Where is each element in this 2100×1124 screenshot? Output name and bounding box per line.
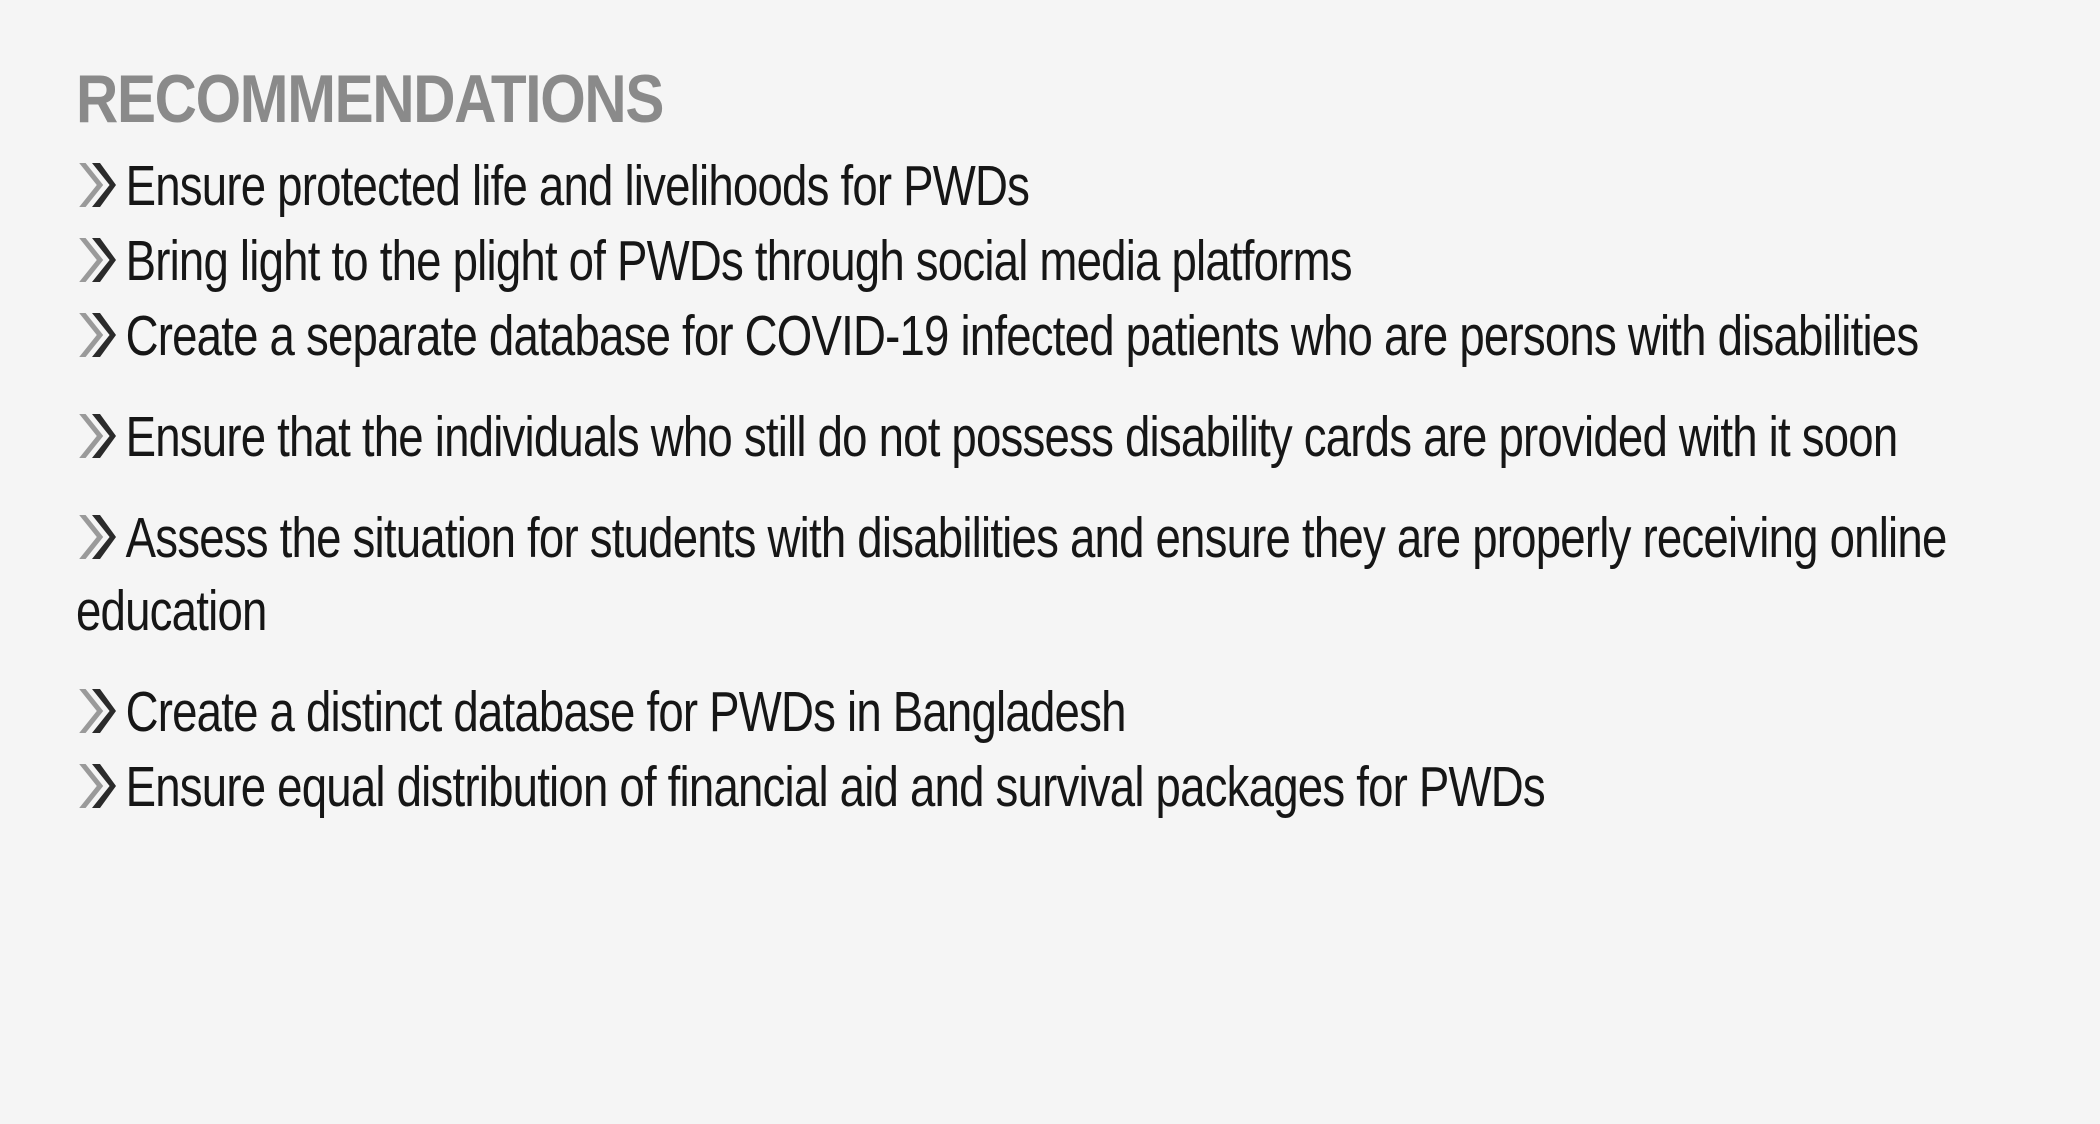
list-item-text: Ensure equal distribution of financial aid and survival packages for PWDs: [125, 755, 1545, 819]
list-item-text: Bring light to the plight of PWDs through social media platforms: [125, 229, 1352, 293]
double-chevron-right-icon: [76, 159, 118, 211]
double-chevron-right-icon: [76, 760, 118, 812]
double-chevron-right-icon: [76, 234, 118, 286]
list-item-text: Assess the situation for students with disabilities and ensure they are properly receiving online education: [76, 506, 1947, 643]
list-item-text: Create a separate database for COVID-19 infected patients who are persons with disabilities: [125, 304, 1919, 368]
double-chevron-right-icon: [76, 685, 118, 737]
list-item: [76, 150, 2036, 223]
double-chevron-right-icon: [76, 511, 118, 563]
recommendations-list: [76, 150, 2036, 824]
list-item-text: Ensure protected life and livelihoods for PWDs: [125, 154, 1030, 218]
double-chevron-right-icon: [76, 309, 118, 361]
list-item: [76, 676, 2036, 749]
list-item-text: Ensure that the individuals who still do not possess disability cards are provided with it soon: [125, 405, 1898, 469]
list-item: [76, 300, 2036, 373]
list-item: [76, 502, 2036, 648]
list-item-text: Create a distinct database for PWDs in Bangladesh: [125, 680, 1126, 744]
list-item: [76, 401, 2036, 474]
double-chevron-right-icon: [76, 410, 118, 462]
list-item: [76, 751, 2036, 824]
list-item: [76, 225, 2036, 298]
section-heading: RECOMMENDATIONS: [76, 61, 664, 137]
recommendations-panel: [76, 54, 2036, 824]
